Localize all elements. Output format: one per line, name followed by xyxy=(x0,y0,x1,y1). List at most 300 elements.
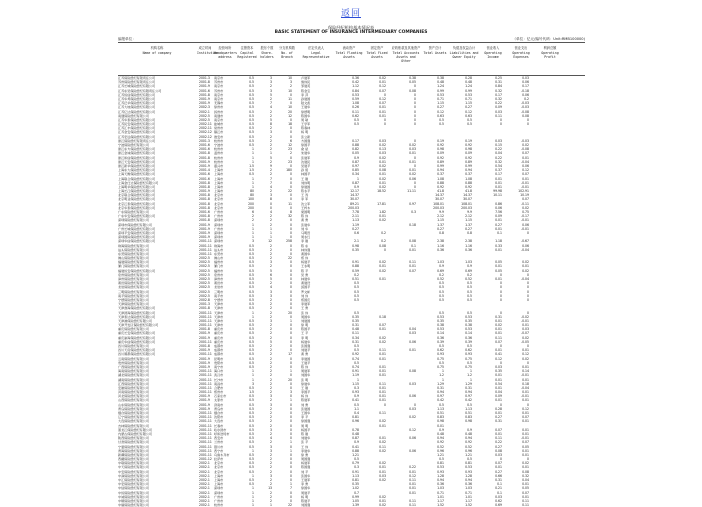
cell-headquarters: 重庆市 xyxy=(214,339,224,344)
cell-institution-date: 2002.5 xyxy=(199,117,210,122)
cell-floating-assets: 200.03 xyxy=(348,205,359,210)
cell-legal-representative: 张 明 xyxy=(301,377,309,382)
cell-capital-registered: 1 xyxy=(252,159,254,164)
cell-shareholders: 3 xyxy=(270,394,272,399)
cell-fixed-assets: 0.11 xyxy=(379,444,386,449)
cell-institution-date: 2002.1 xyxy=(199,478,210,482)
cell-company-name: 江苏金安保险经纪有限公司 xyxy=(118,130,156,135)
cell-institution-date: 2001.8 xyxy=(199,201,210,206)
cell-headquarters: 哈尔滨市 xyxy=(214,427,227,432)
cell-total-assets: 1.17 xyxy=(437,498,444,503)
cell-legal-representative: 吴 勇 xyxy=(301,272,309,277)
cell-company-name: 漳州保险经纪有限公司 xyxy=(118,277,149,281)
cell-headquarters: 南京市 xyxy=(214,84,224,89)
cell-branch-count: 20 xyxy=(288,310,292,315)
cell-shareholders: 2 xyxy=(270,251,272,256)
cell-company-name: 辽宁保险经纪有限公司 xyxy=(118,415,149,420)
cell-total-assets: 0.81 xyxy=(437,461,444,466)
cell-fixed-assets: 0.2 xyxy=(381,239,386,244)
cell-operating-expenses: 0.32 xyxy=(522,473,529,478)
cell-operating-expenses: 0.07 xyxy=(522,151,529,156)
cell-total-assets: 0.27 xyxy=(437,226,444,231)
cell-shareholders: 2 xyxy=(270,314,272,319)
cell-legal-representative: 刘 勇 xyxy=(301,402,309,407)
cell-headquarters: 漳州市 xyxy=(214,277,224,281)
cell-legal-representative: 陈春林 xyxy=(301,126,311,131)
cell-operating-income: 0.1 xyxy=(497,490,502,495)
cell-fixed-assets: 0.01 xyxy=(379,80,386,85)
cell-accounts-assets: 0.11 xyxy=(409,478,416,482)
cell-liabilities-equity: 0.69 xyxy=(465,268,472,273)
cell-accounts-assets: 0.12 xyxy=(409,473,416,478)
return-link[interactable]: 返回 xyxy=(340,9,361,19)
cell-capital-registered: 0.5 xyxy=(249,268,254,273)
cell-operating-expenses: 0.01 xyxy=(522,465,529,470)
cell-branch-count: 1 xyxy=(290,318,292,323)
cell-floating-assets: 1.39 xyxy=(352,503,359,507)
cell-company-name: 汕头保险经纪有限公司 xyxy=(118,247,149,252)
cell-floating-assets: 0.91 xyxy=(352,260,359,265)
cell-liabilities-equity: 41.8 xyxy=(465,189,472,194)
cell-shareholders: 1 xyxy=(270,230,272,235)
cell-operating-expenses: 0.01 xyxy=(522,494,529,499)
cell-headquarters: 嘉兴市 xyxy=(214,163,224,168)
cell-accounts-assets: 0 xyxy=(414,96,416,101)
cell-legal-representative: 周建军 xyxy=(301,369,311,374)
cell-floating-assets: 1 xyxy=(357,377,359,382)
cell-total-assets: 1.37 xyxy=(437,222,444,227)
cell-headquarters: 宁德市 xyxy=(214,297,224,302)
cell-floating-assets: 0.88 xyxy=(352,264,359,269)
cell-floating-assets: 0.5 xyxy=(354,360,359,365)
cell-capital-registered: 1 xyxy=(252,151,254,156)
cell-operating-expenses: -0.01 xyxy=(520,394,529,399)
cell-accounts-assets: 0 xyxy=(414,105,416,110)
cell-branch-count: 6 xyxy=(290,138,292,143)
cell-floating-assets: 0.11 xyxy=(352,331,359,336)
cell-accounts-assets: 0.38 xyxy=(409,76,416,80)
cell-branch-count: 11 xyxy=(288,201,292,206)
cell-company-name: 中瑞保险经纪有限公司 xyxy=(118,503,149,507)
cell-total-assets: 0.5 xyxy=(439,457,444,462)
cell-total-assets: 1.08 xyxy=(437,176,444,181)
cell-total-assets: 0.2 xyxy=(439,272,444,277)
cell-total-assets: 0.94 xyxy=(437,390,444,395)
cell-company-name: 浙江金诚保险经纪有限公司 xyxy=(118,151,156,156)
cell-floating-assets: 0.7 xyxy=(354,490,359,495)
cell-liabilities-equity: 1.37 xyxy=(465,222,472,227)
cell-branch-count: 0 xyxy=(290,411,292,415)
cell-liabilities-equity: 1.52 xyxy=(465,503,472,507)
cell-liabilities-equity: 1 xyxy=(470,369,472,374)
cell-company-name: 四川天府保险经纪有限公司 xyxy=(118,348,156,353)
cell-accounts-assets: 0.01 xyxy=(409,486,416,491)
cell-branch-count: 0 xyxy=(290,473,292,478)
cell-accounts-assets: 0.11 xyxy=(409,498,416,503)
cell-legal-representative: 王 勇 xyxy=(301,306,309,311)
cell-institution-date: 2001.9 xyxy=(199,394,210,399)
cell-company-name: 中恒保险经纪有限公司 xyxy=(118,490,149,495)
cell-company-name: 北京联合保险经纪有限公司 xyxy=(118,193,156,198)
cell-operating-expenses: 0.01 xyxy=(522,419,529,424)
cell-company-name: 甘肃保险经纪有限公司 xyxy=(118,440,149,445)
cell-operating-expenses: 0.01 xyxy=(522,482,529,487)
cell-floating-assets: 0.81 xyxy=(352,415,359,420)
cell-shareholders: 5 xyxy=(270,117,272,122)
cell-capital-registered: 1 xyxy=(252,448,254,453)
cell-headquarters: 成都市 xyxy=(214,348,224,353)
cell-branch-count: 0 xyxy=(290,306,292,311)
cell-institution-date: 2002.12 xyxy=(199,130,212,135)
cell-company-name: 中汇保险经纪有限公司 xyxy=(118,478,149,482)
cell-headquarters: 龙岩市 xyxy=(214,285,224,290)
cell-legal-representative: 王 伟 xyxy=(301,444,309,449)
cell-fixed-assets: 0.02 xyxy=(379,143,386,147)
cell-legal-representative: 王学军 xyxy=(301,122,311,127)
cell-headquarters: 上海市 xyxy=(214,172,224,177)
cell-capital-registered: 0.5 xyxy=(249,264,254,269)
cell-company-name: 广东保险经纪有限公司 xyxy=(118,210,149,214)
cell-floating-assets: 0.96 xyxy=(352,419,359,424)
cell-operating-expenses: 0.14 xyxy=(522,369,529,374)
cell-headquarters: 拉萨市 xyxy=(214,457,224,462)
cell-company-name: 中润保险经纪有限公司 xyxy=(118,473,149,478)
cell-headquarters: 常州市 xyxy=(214,126,224,131)
cell-liabilities-equity: 0.5 xyxy=(467,457,472,462)
cell-liabilities-equity: 0.5 xyxy=(467,344,472,348)
cell-operating-expenses: -0.02 xyxy=(520,314,529,319)
cell-shareholders: 2 xyxy=(270,469,272,474)
cell-headquarters: 烟台市 xyxy=(214,411,224,415)
cell-branch-count: 0 xyxy=(290,268,292,273)
cell-operating-expenses: 0.01 xyxy=(522,452,529,457)
cell-floating-assets: 0.17 xyxy=(352,138,359,143)
cell-branch-count: 258 xyxy=(286,239,292,244)
cell-operating-income: 0.69 xyxy=(495,503,502,507)
cell-floating-assets: 0.41 xyxy=(352,444,359,449)
cell-floating-assets: 0.5 xyxy=(354,344,359,348)
cell-headquarters: 无锡市 xyxy=(214,101,224,106)
cell-liabilities-equity: 0.5 xyxy=(467,293,472,298)
cell-headquarters: 南京市 xyxy=(214,76,224,80)
cell-floating-assets: 0.84 xyxy=(352,88,359,93)
cell-operating-expenses: 0 xyxy=(527,122,529,127)
cell-institution-date: 2001.8 xyxy=(199,80,210,85)
cell-company-name: 厦门保险经纪有限公司 xyxy=(118,264,149,269)
cell-fixed-assets: 0.02 xyxy=(379,260,386,265)
cell-institution-date: 2001.11 xyxy=(199,419,212,424)
cell-capital-registered: 0.5 xyxy=(249,440,254,445)
cell-legal-representative: 刘国华 xyxy=(301,373,311,378)
cell-liabilities-equity: 1.15 xyxy=(465,218,472,223)
cell-institution-date: 2001.8 xyxy=(199,327,210,332)
cell-legal-representative: 马明哲 xyxy=(301,230,311,235)
cell-shareholders: 2 xyxy=(270,138,272,143)
cell-total-assets: 0.36 xyxy=(437,247,444,252)
cell-capital-registered: 0.5 xyxy=(249,469,254,474)
cell-capital-registered: 1.5 xyxy=(249,163,254,168)
cell-floating-assets: 0.48 xyxy=(352,431,359,436)
cell-floating-assets: 1.13 xyxy=(352,218,359,223)
cell-headquarters: 天津市 xyxy=(214,318,224,323)
cell-legal-representative: 徐建国 xyxy=(301,184,311,189)
cell-total-assets: 0.94 xyxy=(437,478,444,482)
cell-legal-representative: 陈建军 xyxy=(301,398,311,403)
cell-headquarters: 武汉市 xyxy=(214,373,224,378)
cell-fixed-assets: 0.07 xyxy=(379,323,386,328)
cell-branch-count: 0 xyxy=(290,323,292,328)
cell-branch-count: 12 xyxy=(288,113,292,118)
cell-floating-assets: 0.88 xyxy=(352,143,359,147)
cell-liabilities-equity: 2.12 xyxy=(465,214,472,219)
cell-institution-date: 2002.5 xyxy=(199,264,210,269)
cell-shareholders: 4 xyxy=(270,436,272,441)
cell-operating-expenses: 0.01 xyxy=(522,348,529,353)
cell-headquarters: 上海市 xyxy=(214,180,224,185)
cell-headquarters: 杭州市 xyxy=(214,138,224,143)
cell-branch-count: 22 xyxy=(288,189,292,194)
cell-fixed-assets: 0.01 xyxy=(379,436,386,441)
cell-capital-registered: 0.5 xyxy=(249,289,254,294)
cell-capital-registered: 0.5 xyxy=(249,344,254,348)
cell-operating-expenses: 0.01 xyxy=(522,448,529,453)
cell-headquarters: 厦门市 xyxy=(214,264,224,269)
cell-shareholders: 13 xyxy=(268,486,272,491)
cell-total-assets: 1.52 xyxy=(437,503,444,507)
cell-operating-income: 0.01 xyxy=(495,318,502,323)
cell-headquarters: 北京市 xyxy=(214,469,224,474)
cell-total-assets: 1.29 xyxy=(437,381,444,386)
cell-legal-representative: 刘 伟 xyxy=(301,293,309,298)
cell-legal-representative: 刘 华 xyxy=(301,226,309,231)
cell-operating-income: 0.01 xyxy=(495,327,502,332)
cell-institution-date: 2001.9 xyxy=(199,402,210,407)
cell-total-assets: 0.19 xyxy=(437,138,444,143)
cell-legal-representative: 陈 刚 xyxy=(301,431,309,436)
header-accounts-assets: 应收账款及其他资产 Total Accounts Assets and Other xyxy=(391,46,421,63)
cell-liabilities-equity: 1.17 xyxy=(465,498,472,503)
cell-capital-registered: 0.5 xyxy=(249,331,254,336)
cell-institution-date: 2001.11 xyxy=(199,310,212,315)
cell-floating-assets: 0.26 xyxy=(352,105,359,110)
cell-total-assets: 30.07 xyxy=(435,197,444,202)
cell-fixed-assets: 0.01 xyxy=(379,264,386,269)
cell-institution-date: 2002.5 xyxy=(199,277,210,281)
cell-floating-assets: 0.9 xyxy=(354,394,359,399)
cell-liabilities-equity: 0.62 xyxy=(465,348,472,353)
cell-liabilities-equity: 0.81 xyxy=(465,461,472,466)
cell-institution-date: 2002.5 xyxy=(199,281,210,286)
cell-fixed-assets: 0.01 xyxy=(379,277,386,281)
cell-operating-income: 0 xyxy=(500,360,502,365)
cell-shareholders: 2 xyxy=(270,364,272,369)
cell-legal-representative: 孙建国 xyxy=(301,96,311,101)
cell-floating-assets: 0.5 xyxy=(354,293,359,298)
cell-company-name: 浙江和信保险经纪有限公司 xyxy=(118,155,156,160)
cell-liabilities-equity: 0.92 xyxy=(465,155,472,160)
cell-operating-expenses: -0.08 xyxy=(520,109,529,114)
cell-institution-date: 2001.8 xyxy=(199,92,210,97)
cell-capital-registered: 0.5 xyxy=(249,318,254,323)
cell-floating-assets: 0.35 xyxy=(352,314,359,319)
cell-fixed-assets: 0.01 xyxy=(379,113,386,118)
cell-operating-income: 0.01 xyxy=(495,180,502,185)
cell-shareholders: 2 xyxy=(270,373,272,378)
cell-company-name: 莆田保险经纪有限公司 xyxy=(118,281,149,286)
cell-operating-expenses: 0.02 xyxy=(522,356,529,361)
cell-capital-registered: 1 xyxy=(252,147,254,152)
cell-operating-expenses: 0.05 xyxy=(522,444,529,449)
cell-total-assets: 0.5 xyxy=(439,344,444,348)
cell-liabilities-equity: 0.14 xyxy=(465,331,472,336)
cell-headquarters: 杭州市 xyxy=(214,503,224,507)
cell-capital-registered: 0.5 xyxy=(249,126,254,131)
cell-floating-assets: 0.5 xyxy=(354,457,359,462)
cell-shareholders: 2 xyxy=(270,465,272,470)
cell-total-assets: 0.5 xyxy=(439,310,444,315)
cell-total-assets: 0.96 xyxy=(437,448,444,453)
cell-headquarters: 泉州市 xyxy=(214,272,224,277)
cell-headquarters: 天津市 xyxy=(214,323,224,328)
cell-company-name: 大连保险经纪有限公司 xyxy=(118,419,149,424)
cell-total-assets: 200.03 xyxy=(433,205,444,210)
cell-headquarters: 深圳市 xyxy=(214,486,224,491)
cell-company-name: 广东华安保险经纪有限公司 xyxy=(118,214,156,219)
cell-shareholders: 2 xyxy=(270,335,272,340)
cell-institution-date: 2002.5 xyxy=(199,268,210,273)
cell-operating-expenses: 0.06 xyxy=(522,92,529,97)
cell-branch-count: 2 xyxy=(290,84,292,89)
cell-legal-representative: 邹建英 xyxy=(301,84,311,89)
cell-operating-expenses: 0 xyxy=(527,297,529,302)
cell-legal-representative: 黄 勇 xyxy=(301,352,309,357)
cell-operating-income: 0.05 xyxy=(495,260,502,265)
cell-legal-representative: 周国强 xyxy=(301,457,311,462)
cell-legal-representative: 李 军 xyxy=(301,197,309,202)
cell-legal-representative: 王国华 xyxy=(301,411,311,415)
cell-company-name: 天津泰达保险经纪有限公司 xyxy=(118,314,156,319)
cell-legal-representative: 徐国华 xyxy=(301,486,311,491)
cell-fixed-assets: 0.02 xyxy=(379,440,386,445)
cell-liabilities-equity: 0.5 xyxy=(467,310,472,315)
cell-capital-registered: 0.5 xyxy=(249,394,254,399)
cell-total-assets: 0.52 xyxy=(437,444,444,449)
cell-company-name: 黑龙江保险经纪有限公司 xyxy=(118,427,153,432)
cell-institution-date: 2002.11 xyxy=(199,126,212,131)
cell-institution-date: 2001.3 xyxy=(199,76,210,80)
cell-operating-income: 0.11 xyxy=(495,335,502,340)
cell-institution-date: 2001.11 xyxy=(199,318,212,323)
cell-operating-expenses: 0.05 xyxy=(522,486,529,491)
cell-headquarters: 海口市 xyxy=(214,369,224,374)
cell-company-name: 深圳市保险经纪有限公司 xyxy=(118,222,153,227)
cell-branch-count: 20 xyxy=(288,109,292,114)
cell-shareholders: 5 xyxy=(270,268,272,273)
cell-headquarters: 上海市 xyxy=(214,184,224,189)
cell-capital-registered: 0.5 xyxy=(249,302,254,307)
header-total-assets: 资产总计 Total Assets xyxy=(423,46,447,55)
cell-total-assets: 0.48 xyxy=(437,431,444,436)
cell-branch-count: 2 xyxy=(290,151,292,156)
cell-company-name: 南平保险经纪有限公司 xyxy=(118,293,149,298)
cell-liabilities-equity: 0.75 xyxy=(465,356,472,361)
header-headquarters: 经营场所 Headquarters address xyxy=(214,46,238,59)
cell-branch-count: 3 xyxy=(290,80,292,85)
cell-fixed-assets: 0.01 xyxy=(379,398,386,403)
cell-operating-income: 0.15 xyxy=(495,143,502,147)
cell-capital-registered: 0.5 xyxy=(249,335,254,340)
cell-shareholders: 2 xyxy=(270,490,272,495)
cell-operating-expenses: 10.19 xyxy=(520,193,529,198)
cell-institution-date: 2001.9 xyxy=(199,101,210,106)
cell-institution-date: 2001.12 xyxy=(199,457,212,462)
cell-operating-income: 0.02 xyxy=(495,323,502,328)
cell-capital-registered: 0.5 xyxy=(249,444,254,449)
cell-operating-expenses: 0.12 xyxy=(522,168,529,173)
cell-operating-income: 0.09 xyxy=(495,214,502,219)
cell-shareholders: 3 xyxy=(270,318,272,323)
cell-fixed-assets: 0.01 xyxy=(379,465,386,470)
cell-capital-registered: 0.5 xyxy=(249,419,254,424)
cell-operating-income: 0.01 xyxy=(495,277,502,281)
cell-liabilities-equity: 0.71 xyxy=(465,96,472,101)
cell-company-name: 山东保险经纪有限公司 xyxy=(118,402,149,407)
cell-fixed-assets: 0.01 xyxy=(379,172,386,177)
cell-shareholders: 2 xyxy=(270,390,272,395)
cell-institution-date: 2002.1 xyxy=(199,109,210,114)
cell-legal-representative: 陈国强 xyxy=(301,465,311,470)
cell-liabilities-equity: 0.8 xyxy=(467,230,472,235)
cell-floating-assets: 0.2 xyxy=(354,272,359,277)
cell-branch-count: 0 xyxy=(290,478,292,482)
cell-liabilities-equity: 0.36 xyxy=(465,482,472,487)
cell-shareholders: 2 xyxy=(270,172,272,177)
cell-shareholders: 2 xyxy=(270,256,272,261)
cell-total-assets: 0.53 xyxy=(437,92,444,97)
cell-operating-income: 0 xyxy=(500,117,502,122)
cell-total-assets: 2.12 xyxy=(437,214,444,219)
cell-liabilities-equity: 0.53 xyxy=(465,92,472,97)
cell-company-name: 天津渤海保险经纪有限公司 xyxy=(118,306,156,311)
cell-accounts-assets: 0.06 xyxy=(409,394,416,399)
cell-shareholders: 2 xyxy=(270,109,272,114)
cell-headquarters: 深圳市 xyxy=(214,235,224,240)
cell-legal-representative: 李 明 xyxy=(301,335,309,340)
cell-legal-representative: 朱建华 xyxy=(301,151,311,156)
cell-floating-assets: 0.59 xyxy=(352,268,359,273)
cell-headquarters: 南通市 xyxy=(214,113,224,118)
cell-capital-registered: 2 xyxy=(252,214,254,219)
cell-institution-date: 2002.1 xyxy=(199,482,210,487)
cell-operating-expenses: -0.04 xyxy=(520,277,529,281)
cell-institution-date: 2001.11 xyxy=(199,377,212,382)
cell-total-assets: 0.51 xyxy=(437,411,444,415)
cell-company-name: 四川保险经纪有限公司 xyxy=(118,344,149,348)
cell-liabilities-equity: 1 xyxy=(470,377,472,382)
cell-branch-count: 0 xyxy=(290,402,292,407)
cell-institution-date: 2002.1 xyxy=(199,486,210,491)
cell-operating-expenses: 0.01 xyxy=(522,364,529,369)
cell-operating-income: 0 xyxy=(500,310,502,315)
cell-floating-assets: 0.35 xyxy=(352,318,359,323)
cell-branch-count: 0 xyxy=(290,436,292,441)
cell-floating-assets: 7.78 xyxy=(352,210,359,214)
cell-capital-registered: 1 xyxy=(252,180,254,185)
cell-shareholders: 2 xyxy=(270,461,272,466)
cell-fixed-assets: 0.01 xyxy=(379,423,386,428)
cell-legal-representative: 陈 东 xyxy=(301,243,309,248)
cell-branch-count: 0 xyxy=(290,260,292,265)
